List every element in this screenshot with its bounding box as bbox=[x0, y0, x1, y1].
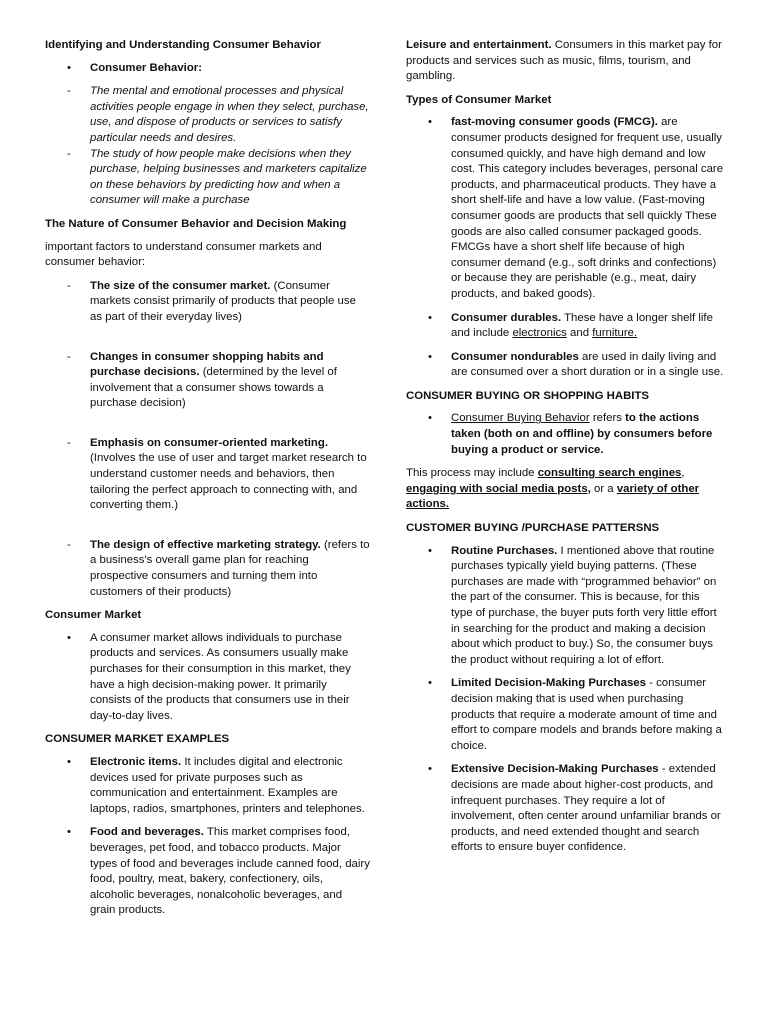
social-media-link[interactable]: engaging with social media posts, bbox=[406, 482, 591, 495]
example-text: It includes digital and electronic devices used for private purposes such as communication and entertainment. Examples are laptops, radios, smartphones, printers and telephones. bbox=[90, 755, 365, 815]
list-item bbox=[406, 411, 724, 458]
dash-marker: - bbox=[67, 538, 71, 551]
definition-text: The mental and emotional processes and physical activities people engage in when they select, purchase, use, and dispose of products or services to satisfy particular needs and desires. bbox=[90, 85, 369, 144]
pattern-title: Extensive Decision-Making Purchases bbox=[451, 763, 659, 776]
bullet-marker: • bbox=[428, 763, 432, 776]
leisure-text: Consumers in this market pay for products and services such as music, films, tourism, and gambling. bbox=[406, 39, 722, 83]
consumer-behavior-item bbox=[45, 61, 370, 77]
section-heading: CUSTOMER BUYING /PURCHASE PATTERSNS bbox=[406, 522, 660, 535]
market-type-text: are used in daily living and are consumed over a short duration or in a single use. bbox=[451, 350, 724, 379]
factor-item bbox=[45, 279, 370, 326]
left-column bbox=[45, 38, 370, 919]
search-engines-link[interactable]: consulting search engines bbox=[537, 467, 682, 480]
market-type-item bbox=[406, 115, 724, 302]
electronics-link[interactable]: electronics bbox=[512, 327, 567, 340]
dash-marker: - bbox=[67, 350, 71, 363]
factor-title: Emphasis on consumer-oriented marketing. bbox=[90, 436, 328, 449]
furniture-link[interactable]: furniture. bbox=[592, 327, 638, 340]
factor-text: (refers to a business's overall game plan for reaching prospective consumers and turning them into customers of their products) bbox=[90, 538, 370, 598]
other-actions-link[interactable]: variety of other actions. bbox=[406, 482, 700, 511]
market-type-item bbox=[406, 350, 724, 381]
section-heading: Types of Consumer Market bbox=[406, 93, 552, 106]
right-column bbox=[406, 38, 724, 856]
factor-title: The size of the consumer market. bbox=[90, 279, 271, 292]
bullet-marker: • bbox=[428, 544, 432, 557]
factor-title: Changes in consumer shopping habits and purchase decisions. bbox=[90, 350, 324, 379]
factor-item bbox=[45, 538, 370, 600]
example-item bbox=[45, 755, 370, 817]
pattern-item bbox=[406, 676, 724, 754]
section-heading: Consumer Market bbox=[45, 609, 142, 622]
leisure-title: Leisure and entertainment. bbox=[406, 39, 552, 51]
pattern-title: Routine Purchases. bbox=[451, 544, 558, 557]
pattern-item bbox=[406, 762, 724, 856]
factor-text: (Involves the use of user and target market research to understand customer needs and behaviors, then tailoring the perfect approach to connecting with, and converting them.) bbox=[90, 452, 367, 512]
bullet-marker: • bbox=[428, 412, 432, 425]
consumer-buying-behavior-link[interactable]: Consumer Buying Behavior bbox=[451, 412, 590, 425]
market-type-text: These have a longer shelf life and include bbox=[451, 311, 713, 340]
pattern-text: I mentioned above that routine purchases typically yield buying patterns. (These purchases are made with “programmed behavior” on the part of the consumer. This is because, for this type of purchase, the buyer puts forth very little effort in searching for the product and making a decision about which product to buy.) So, the consumer buys the product without requiring a lot of effort. bbox=[451, 544, 717, 666]
section-heading: CONSUMER BUYING OR SHOPPING HABITS bbox=[406, 389, 650, 402]
section-heading: The Nature of Consumer Behavior and Decision Making bbox=[45, 217, 347, 230]
factor-item bbox=[45, 436, 370, 514]
pattern-text: - extended decisions are made about higher-cost products, and infrequent purchases. They require a lot of involvement, often center around unfamiliar brands or products, and need extended thought and search efforts to ensure buyer confidence. bbox=[451, 763, 721, 854]
pattern-title: Limited Decision-Making Purchases bbox=[451, 677, 646, 690]
example-text: This market comprises food, beverages, pet food, and tobacco products. Major types of food and beverages include canned food, dairy food, poultry, meat, bakery, confectionery, oils, alcoholic beverages, nonalcoholic beverages, and grain products. bbox=[90, 826, 370, 917]
market-type-title: Consumer durables. bbox=[451, 311, 562, 324]
example-title: Food and beverages. bbox=[90, 826, 204, 839]
example-title: Electronic items. bbox=[90, 755, 182, 768]
dash-marker: - bbox=[67, 85, 71, 98]
factor-text: (Consumer markets consist primarily of products that people use as part of their everyday lives) bbox=[90, 279, 356, 323]
definition-item bbox=[45, 147, 370, 209]
comma-text: , bbox=[681, 467, 685, 480]
dash-marker: - bbox=[67, 147, 71, 160]
list-item bbox=[45, 631, 370, 725]
or-text: or a bbox=[590, 482, 617, 495]
bullet-marker: • bbox=[428, 350, 432, 363]
dash-marker: - bbox=[67, 279, 71, 292]
bullet-marker: • bbox=[67, 61, 71, 74]
bullet-marker: • bbox=[67, 826, 71, 839]
consumer-behavior-heading: Consumer Behavior: bbox=[90, 61, 203, 74]
factor-item bbox=[45, 350, 370, 412]
bullet-marker: • bbox=[428, 677, 432, 690]
document-title: Identifying and Understanding Consumer Behavior bbox=[45, 39, 321, 51]
refers-text: refers bbox=[589, 412, 626, 425]
definition-item bbox=[45, 84, 370, 146]
factors-intro: important factors to understand consumer markets and consumer behavior: bbox=[45, 240, 322, 269]
process-paragraph bbox=[406, 466, 724, 513]
section-heading: CONSUMER MARKET EXAMPLES bbox=[45, 733, 230, 746]
bullet-marker: • bbox=[67, 755, 71, 768]
bullet-marker: • bbox=[428, 116, 432, 129]
definition-text: The study of how people make decisions when they purchase, helping businesses and marketers capitalize on these behaviors by predicting how and when a consumer will make a purchase bbox=[90, 147, 367, 207]
factor-text: (determined by the level of involvement that a consumer shows towards a purchase decision) bbox=[90, 366, 337, 410]
market-type-title: fast-moving consumer goods (FMCG). bbox=[451, 116, 658, 129]
conjunction-text: and bbox=[566, 327, 593, 340]
market-type-title: Consumer nondurables bbox=[451, 350, 579, 363]
market-type-item bbox=[406, 311, 724, 342]
pattern-text: - consumer decision making that is used when purchasing products that require a moderate amount of time and effort to compare models and brands before making a choice. bbox=[451, 677, 722, 752]
pattern-item bbox=[406, 544, 724, 669]
bullet-marker: • bbox=[67, 631, 71, 644]
market-text: A consumer market allows individuals to purchase products and services. As consumers usually make purchases for their consumption in this market, they have a high decision-making power. It primarily consists of the products that consumers use in their day-to-day lives. bbox=[90, 631, 351, 722]
market-type-text: are consumer products designed for frequent use, usually consumed quickly, and have high demand and low cost. This category includes beverages, personal care products, and pharmaceutical products. They have a short shelf-life and have a low value. (Fast-moving consumer goods are products that sell quickly These goods are also called consumer packaged goods. FMCGs have a short shelf life because of high consumer demand (e.g., soft drinks and confections) or because they are perishable (e.g., meat, dairy products, and baked goods). bbox=[451, 116, 724, 300]
dash-marker: - bbox=[67, 436, 71, 449]
bullet-marker: • bbox=[428, 311, 432, 324]
definition-bold: to the actions taken (both on and offline) by consumers before buying a product or service. bbox=[451, 412, 713, 456]
leisure-paragraph bbox=[406, 38, 724, 85]
example-item bbox=[45, 825, 370, 919]
process-text: This process may include bbox=[406, 467, 538, 480]
factor-title: The design of effective marketing strategy. bbox=[90, 538, 321, 551]
